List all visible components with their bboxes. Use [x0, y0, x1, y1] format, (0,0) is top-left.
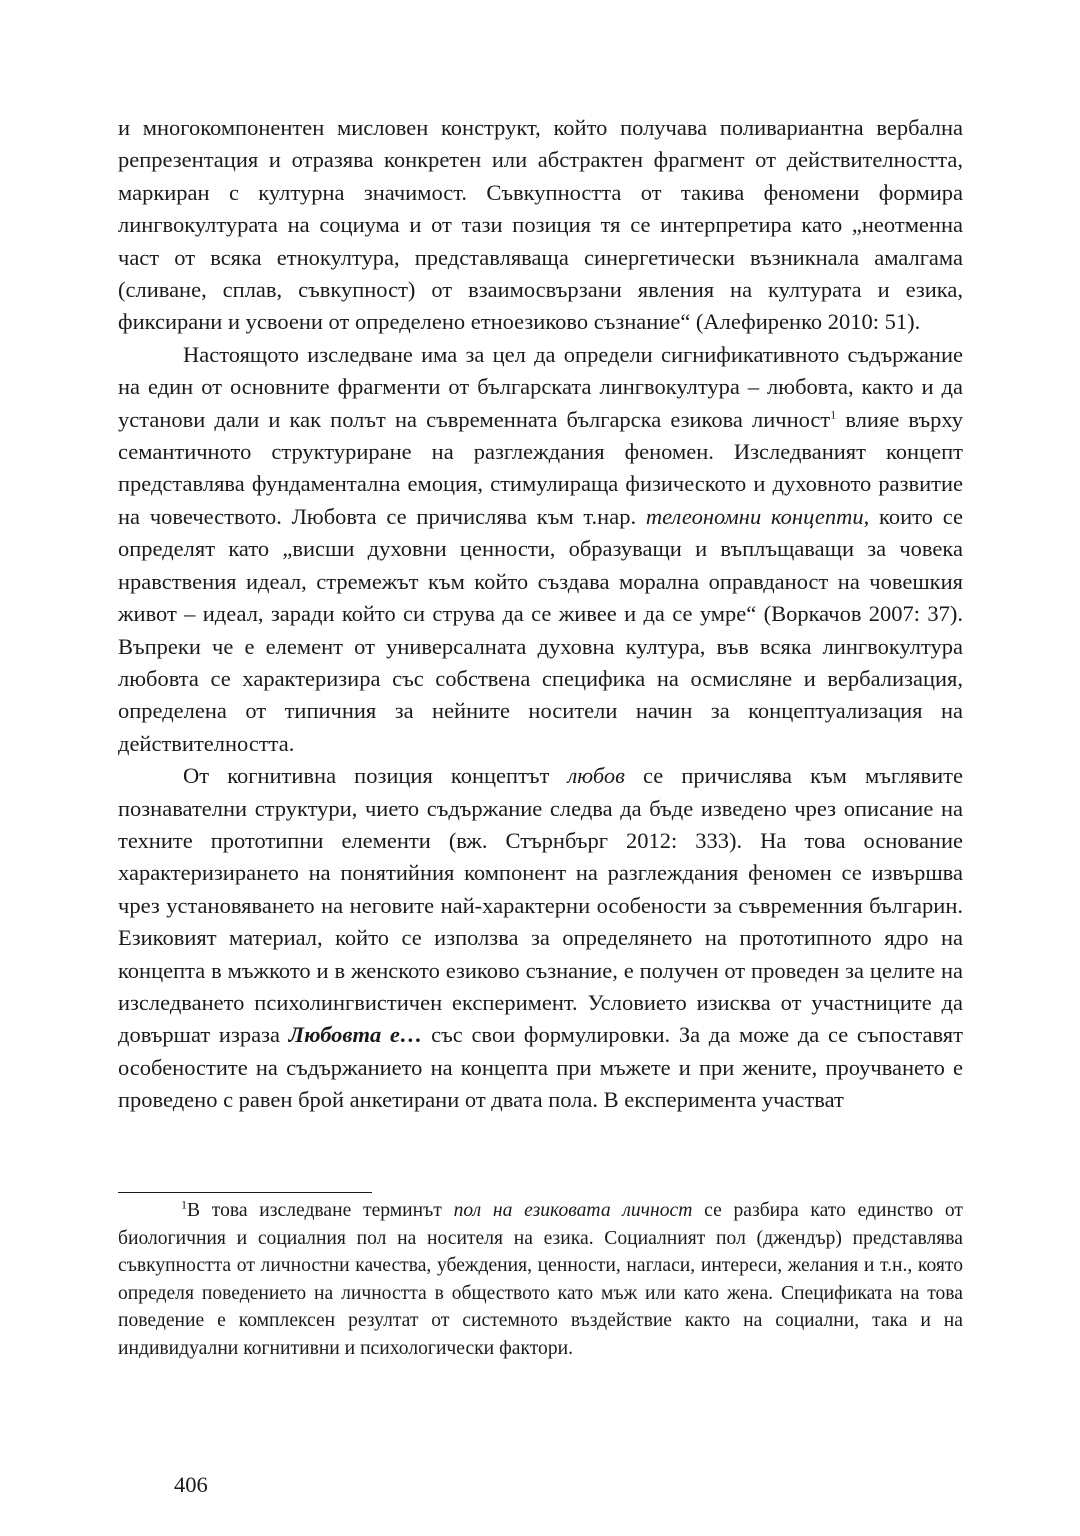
paragraph-1: и многокомпонентен мисловен конструкт, който получава поливариантна вербална репрезентация и отразява конкретен или абстрактен фрагмент от действителността, маркиран с културна значимост. Съвкупността от такива феномени формира лингвокултурата на социума и от тази позиция тя се интерпретира като „неотменна част от всяка етнокултура, представляваща синергетически възникнала амалгама (сливане, сплав, съвкупност) от взаимосвързани явления на културата и езика, фиксирани и усвоени от определено етноезиково съзнание“ (Алефиренко 2010: 51). — [118, 115, 963, 335]
paragraph-3-text-a: От когнитивна позиция концептът — [183, 763, 568, 789]
paragraph-2-italic-term: телеономни концепти — [645, 503, 864, 529]
paragraph-3-text-b: се причислява към мъглявите познавателни структури, чието съдържание следва да бъде изведено чрез описание на техните прототипни елементи (вж. Стърнбърг 2012: 333). На това основание характеризирането на понятийния компонент на разглеждания феномен се извършва чрез установяването на неговите най-характерни особености за съвременния българин. Езиковият материал, който се използва за определянето на прототипното ядро на концепта в мъжкото и в женското езиково съзнание, е получен от проведен за целите на изследването психолингвистичен експеримент. Условието изисква от участниците да довършат израза — [118, 763, 963, 1048]
footnote-reference[interactable]: 1 — [830, 407, 837, 422]
footnote-1 — [118, 1197, 963, 1362]
paragraph-3 — [118, 760, 963, 1116]
paragraph-3-text-c: със свои формулировки. За да може да се съпоставят особеностите на съдържанието на концепта при мъжете и при жените, проучването е проведено с равен брой анкетирани от двата пола. В експеримента участват — [118, 1022, 963, 1113]
footnote-text-b: се разбира като единство от биологичния и социалния пол на носителя на езика. Социалният пол (джендър) представлява съвкупността от личностни качества, убеждения, ценности, нагласи, интереси, желания и т.н., която определя поведението на личността в обществото като мъж или като жена. Спецификата на това поведение е комплексен резултат от системното въздействие както на социални, така и на индивидуални когнитивни и психологически фактори. — [118, 1200, 963, 1359]
paragraph-2-text-a: Настоящото изследване има за цел да определи сигнификативното съдържание на един от основните фрагменти от българската лингвокултура – любовта, както и да установи дали и как полът на съвременната българска езикова личност — [118, 341, 963, 432]
paragraph-2 — [118, 339, 963, 760]
paragraph-3-italic-term: любов — [567, 763, 625, 789]
paragraph-2-text-b: влияе върху семантичното структуриране на разглеждания феномен. Изследваният концепт представлява фундаментална емоция, стимулираща физическото и духовното развитие на човечеството. Любовта се причислява към т.нар. — [118, 406, 963, 529]
footnote-text-a: В това изследване терминът — [187, 1200, 454, 1221]
page-number: 406 — [174, 1472, 208, 1497]
footnote-italic-term: пол на езиковата личност — [453, 1200, 693, 1221]
paragraph-2-text-c: , които се определят като „висши духовни ценности, образуващи и въплъщаващи за човека нравствения идеал, стремежът към който създава морална оправданост на човешкия живот – идеал, заради който си струва да се живее и да се умре“ (Воркачов 2007: 37). Въпреки че е елемент от универсалната духовна култура, във всяка лингвокултура любовта се характеризира със собствена специфика на осмисляне и вербализация, определена от типичния за нейните носители начин за концептуализация на действителността. — [118, 503, 963, 756]
footnote-divider — [118, 1192, 372, 1193]
main-text — [118, 112, 963, 1117]
footnote-marker: 1 — [181, 1197, 187, 1212]
footnote — [118, 1197, 963, 1362]
paragraph-3-bold-italic-phrase: Любовта е… — [288, 1022, 423, 1048]
